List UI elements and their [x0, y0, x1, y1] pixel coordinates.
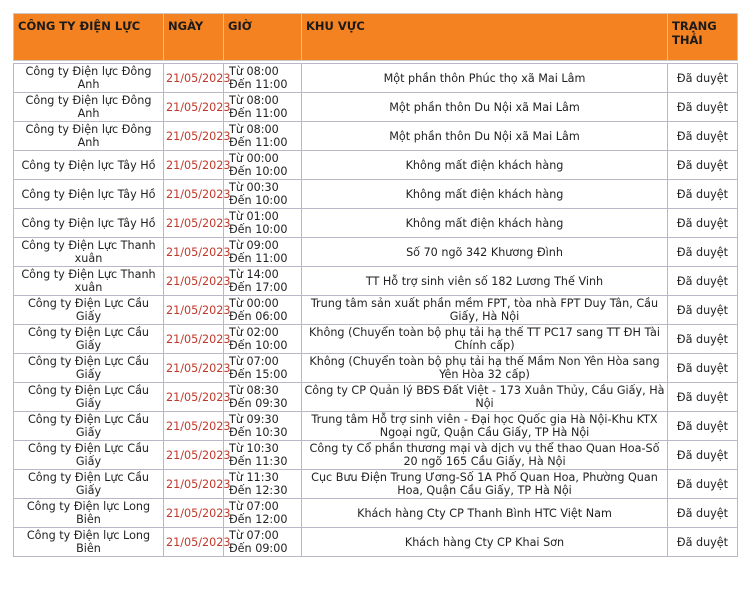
cell-date: 21/05/2023	[164, 180, 224, 209]
cell-date: 21/05/2023	[164, 499, 224, 528]
cell-company: Công ty Điện Lực Cầu Giấy	[14, 354, 164, 383]
cell-area: Số 70 ngõ 342 Khương Đình	[302, 238, 668, 267]
cell-date: 21/05/2023	[164, 267, 224, 296]
cell-company: Công ty Điện Lực Cầu Giấy	[14, 470, 164, 499]
cell-company: Công ty Điện Lực Cầu Giấy	[14, 383, 164, 412]
cell-area: Một phần thôn Du Nội xã Mai Lâm	[302, 122, 668, 151]
cell-time: Từ 07:00 Đến 15:00	[224, 354, 302, 383]
table-row	[14, 64, 738, 93]
cell-date: 21/05/2023	[164, 528, 224, 557]
table-row	[14, 296, 738, 325]
cell-status: Đã duyệt	[668, 470, 738, 499]
cell-area: Không (Chuyển toàn bộ phụ tải hạ thế Mầm Non Yên Hòa sang Yên Hòa 32 cấp)	[302, 354, 668, 383]
cell-time: Từ 14:00 Đến 17:00	[224, 267, 302, 296]
cell-time: Từ 08:00 Đến 11:00	[224, 93, 302, 122]
table-row	[14, 499, 738, 528]
cell-status: Đã duyệt	[668, 441, 738, 470]
cell-area: Không mất điện khách hàng	[302, 180, 668, 209]
cell-area: Không mất điện khách hàng	[302, 209, 668, 238]
cell-area: Khách hàng Cty CP Thanh Bình HTC Việt Nam	[302, 499, 668, 528]
column-header-area: KHU VỰC	[302, 14, 668, 61]
table-row	[14, 412, 738, 441]
cell-company: Công ty Điện lực Đông Anh	[14, 93, 164, 122]
table-row	[14, 122, 738, 151]
cell-date: 21/05/2023	[164, 151, 224, 180]
cell-area: Công ty CP Quản lý BĐS Đất Việt - 173 Xuân Thủy, Cầu Giấy, Hà Nội	[302, 383, 668, 412]
cell-date: 21/05/2023	[164, 354, 224, 383]
table-body	[14, 64, 738, 557]
cell-status: Đã duyệt	[668, 93, 738, 122]
cell-area: Trung tâm sản xuất phần mềm FPT, tòa nhà FPT Duy Tân, Cầu Giấy, Hà Nội	[302, 296, 668, 325]
table-row	[14, 354, 738, 383]
cell-time: Từ 07:00 Đến 12:00	[224, 499, 302, 528]
table-row	[14, 441, 738, 470]
cell-area: Không mất điện khách hàng	[302, 151, 668, 180]
cell-area: Không (Chuyển toàn bộ phụ tải hạ thế TT PC17 sang TT ĐH Tài Chính cấp)	[302, 325, 668, 354]
cell-time: Từ 11:30 Đến 12:30	[224, 470, 302, 499]
cell-company: Công ty Điện lực Đông Anh	[14, 122, 164, 151]
cell-date: 21/05/2023	[164, 238, 224, 267]
cell-area: Một phần thôn Phúc thọ xã Mai Lâm	[302, 64, 668, 93]
outage-schedule	[13, 13, 738, 557]
cell-status: Đã duyệt	[668, 354, 738, 383]
cell-time: Từ 09:00 Đến 11:00	[224, 238, 302, 267]
cell-status: Đã duyệt	[668, 238, 738, 267]
cell-area: TT Hỗ trợ sinh viên số 182 Lương Thế Vinh	[302, 267, 668, 296]
cell-status: Đã duyệt	[668, 499, 738, 528]
table-row	[14, 151, 738, 180]
cell-area: Trung tâm Hỗ trợ sinh viên - Đại học Quốc gia Hà Nội-Khu KTX Ngoại ngữ, Quận Cầu Giấy, TP Hà Nội	[302, 412, 668, 441]
cell-time: Từ 01:00 Đến 10:00	[224, 209, 302, 238]
cell-time: Từ 07:00 Đến 09:00	[224, 528, 302, 557]
cell-time: Từ 00:00 Đến 10:00	[224, 151, 302, 180]
cell-area: Một phần thôn Du Nội xã Mai Lâm	[302, 93, 668, 122]
cell-company: Công ty Điện lực Tây Hồ	[14, 180, 164, 209]
cell-status: Đã duyệt	[668, 412, 738, 441]
cell-time: Từ 09:30 Đến 10:30	[224, 412, 302, 441]
cell-date: 21/05/2023	[164, 122, 224, 151]
cell-time: Từ 00:00 Đến 06:00	[224, 296, 302, 325]
table-row	[14, 383, 738, 412]
cell-company: Công ty Điện Lực Thanh xuân	[14, 267, 164, 296]
outage-table	[13, 13, 738, 557]
cell-company: Công ty Điện Lực Cầu Giấy	[14, 441, 164, 470]
cell-area: Công ty Cổ phần thương mại và dịch vụ thể thao Quan Hoa-Số 20 ngõ 165 Cầu Giấy, Hà Nội	[302, 441, 668, 470]
column-header-date: NGÀY	[164, 14, 224, 61]
cell-company: Công ty Điện lực Đông Anh	[14, 64, 164, 93]
cell-company: Công ty Điện lực Tây Hồ	[14, 151, 164, 180]
cell-date: 21/05/2023	[164, 64, 224, 93]
cell-status: Đã duyệt	[668, 528, 738, 557]
cell-time: Từ 08:30 Đến 09:30	[224, 383, 302, 412]
cell-area: Cục Bưu Điện Trung Ương-Số 1A Phố Quan Hoa, Phường Quan Hoa, Quận Cầu Giấy, TP Hà Nội	[302, 470, 668, 499]
table-row	[14, 238, 738, 267]
cell-company: Công ty Điện Lực Cầu Giấy	[14, 325, 164, 354]
cell-date: 21/05/2023	[164, 93, 224, 122]
cell-date: 21/05/2023	[164, 209, 224, 238]
table-row	[14, 267, 738, 296]
table-row	[14, 528, 738, 557]
cell-date: 21/05/2023	[164, 441, 224, 470]
table-row	[14, 325, 738, 354]
cell-company: Công ty Điện lực Long Biên	[14, 499, 164, 528]
cell-time: Từ 10:30 Đến 11:30	[224, 441, 302, 470]
column-header-time: GIỜ	[224, 14, 302, 61]
cell-company: Công ty Điện Lực Cầu Giấy	[14, 412, 164, 441]
cell-company: Công ty Điện lực Tây Hồ	[14, 209, 164, 238]
table-row	[14, 180, 738, 209]
table-row	[14, 209, 738, 238]
cell-status: Đã duyệt	[668, 209, 738, 238]
cell-status: Đã duyệt	[668, 383, 738, 412]
cell-status: Đã duyệt	[668, 296, 738, 325]
cell-time: Từ 08:00 Đến 11:00	[224, 64, 302, 93]
cell-company: Công ty Điện lực Long Biên	[14, 528, 164, 557]
cell-area: Khách hàng Cty CP Khai Sơn	[302, 528, 668, 557]
cell-date: 21/05/2023	[164, 325, 224, 354]
cell-time: Từ 00:30 Đến 10:00	[224, 180, 302, 209]
table-row	[14, 93, 738, 122]
column-header-company: CÔNG TY ĐIỆN LỰC	[14, 14, 164, 61]
cell-status: Đã duyệt	[668, 122, 738, 151]
cell-date: 21/05/2023	[164, 296, 224, 325]
cell-company: Công ty Điện Lực Cầu Giấy	[14, 296, 164, 325]
cell-date: 21/05/2023	[164, 470, 224, 499]
cell-status: Đã duyệt	[668, 151, 738, 180]
cell-company: Công ty Điện Lực Thanh xuân	[14, 238, 164, 267]
cell-status: Đã duyệt	[668, 267, 738, 296]
table-header-row	[14, 14, 738, 61]
table-row	[14, 470, 738, 499]
cell-status: Đã duyệt	[668, 180, 738, 209]
cell-status: Đã duyệt	[668, 325, 738, 354]
cell-time: Từ 08:00 Đến 11:00	[224, 122, 302, 151]
cell-time: Từ 02:00 Đến 10:00	[224, 325, 302, 354]
cell-status: Đã duyệt	[668, 64, 738, 93]
column-header-status: TRẠNG THÁI	[668, 14, 738, 61]
cell-date: 21/05/2023	[164, 383, 224, 412]
cell-date: 21/05/2023	[164, 412, 224, 441]
